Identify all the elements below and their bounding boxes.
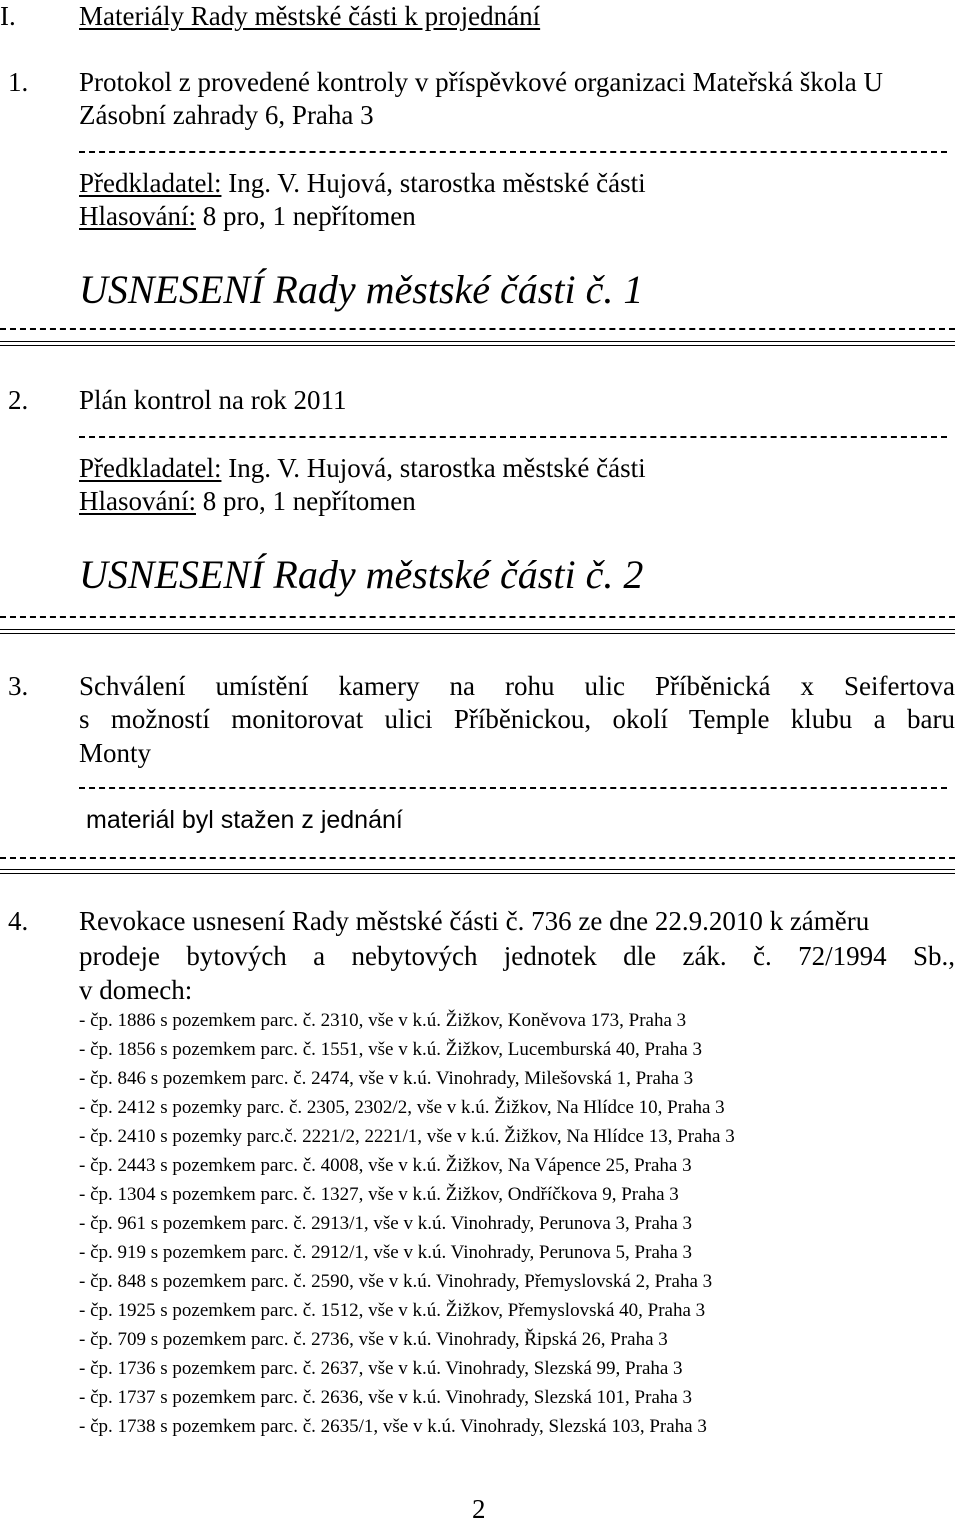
item1-resolution: USNESENÍ Rady městské části č. 1 <box>79 267 644 312</box>
list-item: - čp. 1925 s pozemkem parc. č. 1512, vše v k.ú. Žižkov, Přemyslovská 40, Praha 3 <box>79 1300 706 1321</box>
item3-title-line2: s možností monitorovat ulici Příběnickou, okolí Temple klubu a baru <box>79 704 955 734</box>
item2-presenter-value: Ing. V. Hujová, starostka městské části <box>221 453 646 483</box>
item4-title-line1: Revokace usnesení Rady městské části č. 736 ze dne 22.9.2010 k záměru <box>79 906 870 936</box>
item3-double-rule <box>0 869 955 874</box>
item3-title-line3: Monty <box>79 738 152 768</box>
item2-vote <box>79 485 416 517</box>
item1-double-rule <box>0 341 955 346</box>
item1-vote <box>79 200 416 232</box>
item3-title-line1: Schválení umístění kamery na rohu ulic Příběnická x Seifertova <box>79 671 955 701</box>
list-item: - čp. 1738 s pozemkem parc. č. 2635/1, vše v k.ú. Vinohrady, Slezská 103, Praha 3 <box>79 1416 707 1437</box>
item1-title-line1: Protokol z provedené kontroly v příspěvkové organizaci Mateřská škola U <box>79 67 884 97</box>
item1-separator <box>79 151 947 153</box>
item1-title-line2: Zásobní zahrady 6, Praha 3 <box>79 100 374 130</box>
section-numeral: I. <box>0 1 16 31</box>
item4-title-line2: prodeje bytových a nebytových jednotek dle zák. č. 72/1994 Sb., <box>79 941 955 971</box>
section-title: Materiály Rady městské části k projednání <box>79 1 541 31</box>
list-item: - čp. 2410 s pozemky parc.č. 2221/2, 2221/1, vše v k.ú. Žižkov, Na Hlídce 13, Praha 3 <box>79 1126 735 1147</box>
item1-separator-bottom <box>0 328 955 330</box>
item1-number: 1. <box>8 67 29 97</box>
item2-title: Plán kontrol na rok 2011 <box>79 385 347 415</box>
list-item: - čp. 846 s pozemkem parc. č. 2474, vše v k.ú. Vinohrady, Milešovská 1, Praha 3 <box>79 1068 694 1089</box>
list-item: - čp. 1856 s pozemkem parc. č. 1551, vše v k.ú. Žižkov, Lucemburská 40, Praha 3 <box>79 1039 702 1060</box>
item2-number: 2. <box>8 385 29 415</box>
list-item: - čp. 1886 s pozemkem parc. č. 2310, vše v k.ú. Žižkov, Koněvova 173, Praha 3 <box>79 1010 687 1031</box>
item2-presenter-label: Předkladatel: <box>79 453 222 483</box>
list-item: - čp. 1737 s pozemkem parc. č. 2636, vše v k.ú. Vinohrady, Slezská 101, Praha 3 <box>79 1387 693 1408</box>
item1-presenter-label: Předkladatel: <box>79 168 222 198</box>
item1-vote-value: 8 pro, 1 nepřítomen <box>195 201 416 231</box>
item1-presenter <box>79 167 646 199</box>
page-number: 2 <box>472 1494 486 1524</box>
list-item: - čp. 2443 s pozemkem parc. č. 4008, vše v k.ú. Žižkov, Na Vápence 25, Praha 3 <box>79 1155 692 1176</box>
item2-double-rule <box>0 629 955 634</box>
list-item: - čp. 2412 s pozemky parc. č. 2305, 2302/2, vše v k.ú. Žižkov, Na Hlídce 10, Praha 3 <box>79 1097 725 1118</box>
item2-separator-bottom <box>0 616 955 618</box>
list-item: - čp. 709 s pozemkem parc. č. 2736, vše v k.ú. Vinohrady, Řipská 26, Praha 3 <box>79 1329 668 1350</box>
list-item: - čp. 961 s pozemkem parc. č. 2913/1, vše v k.ú. Vinohrady, Perunova 3, Praha 3 <box>79 1213 693 1234</box>
item2-resolution: USNESENÍ Rady městské části č. 2 <box>79 552 644 597</box>
item4-number: 4. <box>8 906 29 936</box>
item3-separator-bottom <box>0 857 955 859</box>
list-item: - čp. 919 s pozemkem parc. č. 2912/1, vše v k.ú. Vinohrady, Perunova 5, Praha 3 <box>79 1242 693 1263</box>
list-item: - čp. 1736 s pozemkem parc. č. 2637, vše v k.ú. Vinohrady, Slezská 99, Praha 3 <box>79 1358 683 1379</box>
item2-presenter <box>79 452 646 484</box>
item2-vote-value: 8 pro, 1 nepřítomen <box>195 486 416 516</box>
item2-separator <box>79 436 947 438</box>
item4-title-line3: v domech: <box>79 975 193 1005</box>
item3-number: 3. <box>8 671 29 701</box>
list-item: - čp. 848 s pozemkem parc. č. 2590, vše v k.ú. Vinohrady, Přemyslovská 2, Praha 3 <box>79 1271 713 1292</box>
item1-presenter-value: Ing. V. Hujová, starostka městské části <box>221 168 646 198</box>
item3-status: materiál byl stažen z jednání <box>86 806 403 834</box>
list-item: - čp. 1304 s pozemkem parc. č. 1327, vše v k.ú. Žižkov, Ondříčkova 9, Praha 3 <box>79 1184 679 1205</box>
item2-vote-label: Hlasování: <box>79 486 196 516</box>
item1-vote-label: Hlasování: <box>79 201 196 231</box>
item3-separator <box>79 787 947 789</box>
